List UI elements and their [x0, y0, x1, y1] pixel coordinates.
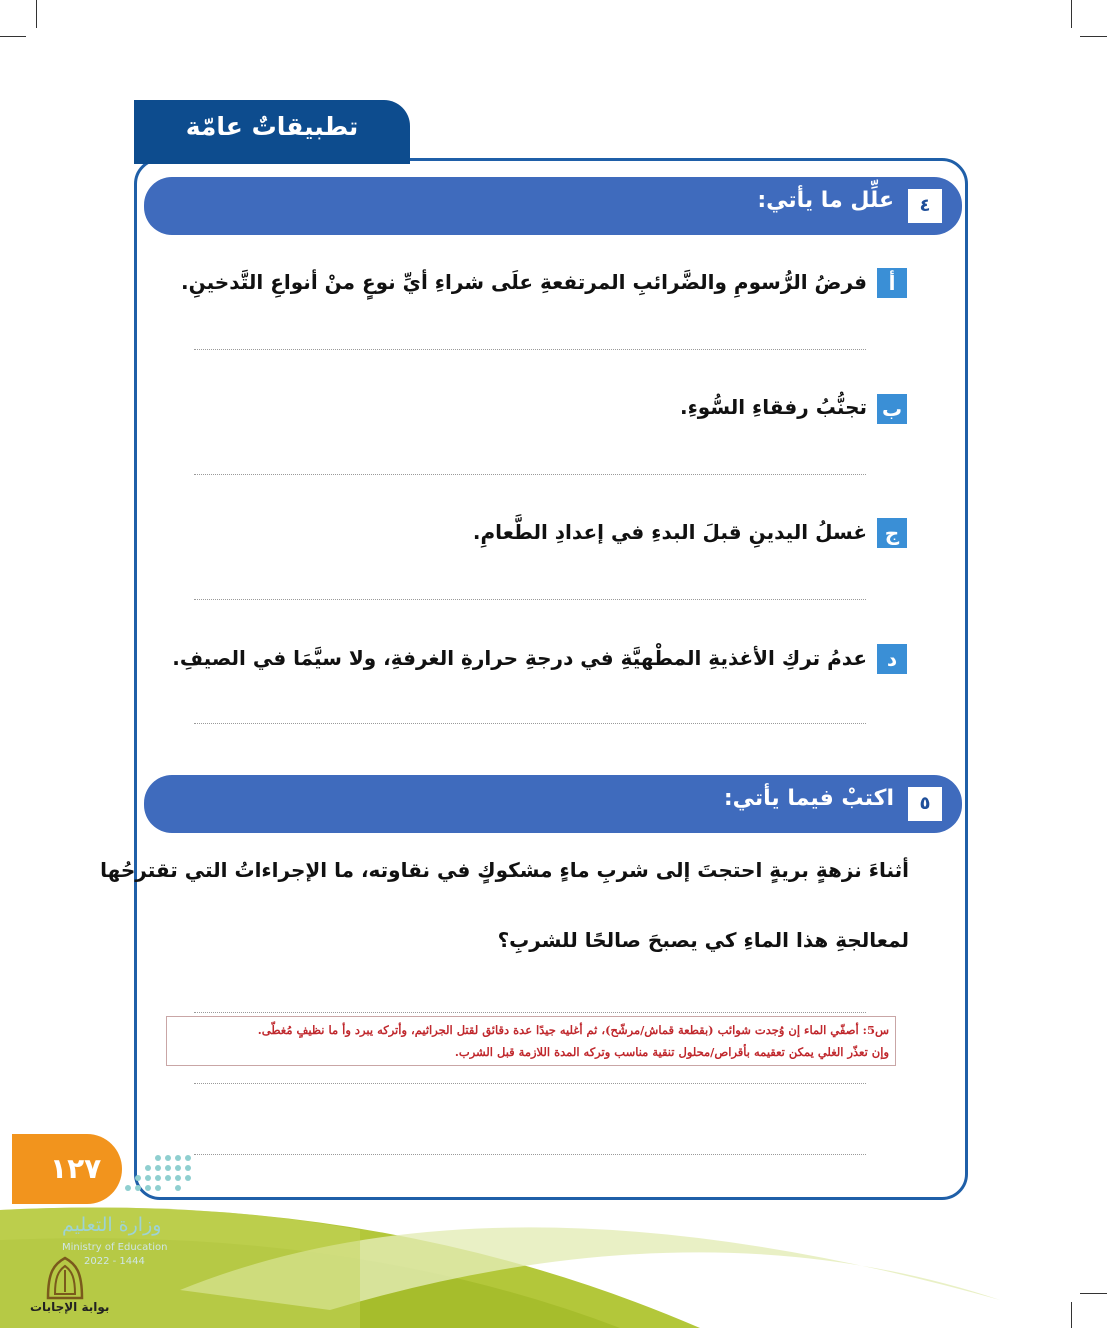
- section-number: ٥: [908, 787, 942, 821]
- item-text-b: تجنُّبُ رفقاءِ السُّوءِ.: [679, 395, 867, 419]
- handwritten-answer-box: [166, 1016, 896, 1066]
- page-number: ١٢٧: [50, 1152, 102, 1185]
- page-title: تطبيقاتٌ عامّة: [185, 112, 359, 141]
- section-5-bar: [144, 775, 962, 833]
- answer-line-2: وإن تعذّر الغلي يمكن تعقيمه بأقراص/محلول تنقية مناسب وتركه المدة اللازمة قبل الشرب.: [454, 1045, 889, 1059]
- section-4-bar: [144, 177, 962, 235]
- answer-line: [194, 1083, 866, 1084]
- item-text-c: غسلُ اليدينِ قبلَ البدءِ في إعدادِ الطَّعامِ.: [472, 520, 867, 544]
- item-text-d: عدمُ تركِ الأغذيةِ المطْهيَّةِ في درجةِ حرارةِ الغرفةِ، ولا سيَّمَا في الصيفِ.: [172, 646, 867, 670]
- crop-mark: [36, 0, 37, 28]
- answer-line: [194, 723, 866, 724]
- answer-line: [194, 599, 866, 600]
- header-tab: [134, 100, 410, 164]
- section-title: علِّل ما يأتي:: [757, 188, 894, 213]
- ministry-name-ar: وزارة التعليم: [62, 1214, 162, 1236]
- item-letter-d: د: [877, 644, 907, 674]
- answer-line: [194, 1012, 866, 1013]
- ministry-logo-dots-icon: [60, 1152, 200, 1202]
- item-letter-a: أ: [877, 268, 907, 298]
- answer-line: [194, 349, 866, 350]
- portal-name: بوابة الإجابات: [30, 1300, 110, 1314]
- section-title: اكتبْ فيما يأتي:: [723, 786, 894, 811]
- question-line-1: أثناءَ نزهةٍ بريةٍ احتجتَ إلى شربِ ماءٍ مشكوكٍ في نقاوته، ما الإجراءاتُ التي تقترحُها: [100, 858, 909, 882]
- answer-line: [194, 1154, 866, 1155]
- crop-mark: [0, 36, 26, 37]
- portal-logo-icon: [44, 1256, 86, 1300]
- ministry-name-en: Ministry of Education: [62, 1242, 168, 1253]
- question-line-2: لمعالجةِ هذا الماءِ كي يصبحَ صالحًا للشربِ؟: [497, 928, 909, 952]
- item-text-a: فرضُ الرُّسومِ والضَّرائبِ المرتفعةِ علَى شراءِ أيِّ نوعٍ منْ أنواعِ التَّدخينِ.: [181, 270, 867, 294]
- answer-line: [194, 474, 866, 475]
- crop-mark: [1071, 0, 1072, 28]
- item-letter-b: ب: [877, 394, 907, 424]
- crop-mark: [1080, 36, 1107, 37]
- item-letter-c: ج: [877, 518, 907, 548]
- section-number: ٤: [908, 189, 942, 223]
- ministry-year: 2022 - 1444: [84, 1256, 145, 1267]
- answer-line-1: س5: أصفّي الماء إن وُجدت شوائب (بقطعة قماش/مرشّح)، ثم أغليه جيدًا عدة دقائق لقتل الجراثيم، وأتركه يبرد وأ ما نظيفٍ مُغطّى.: [257, 1023, 889, 1037]
